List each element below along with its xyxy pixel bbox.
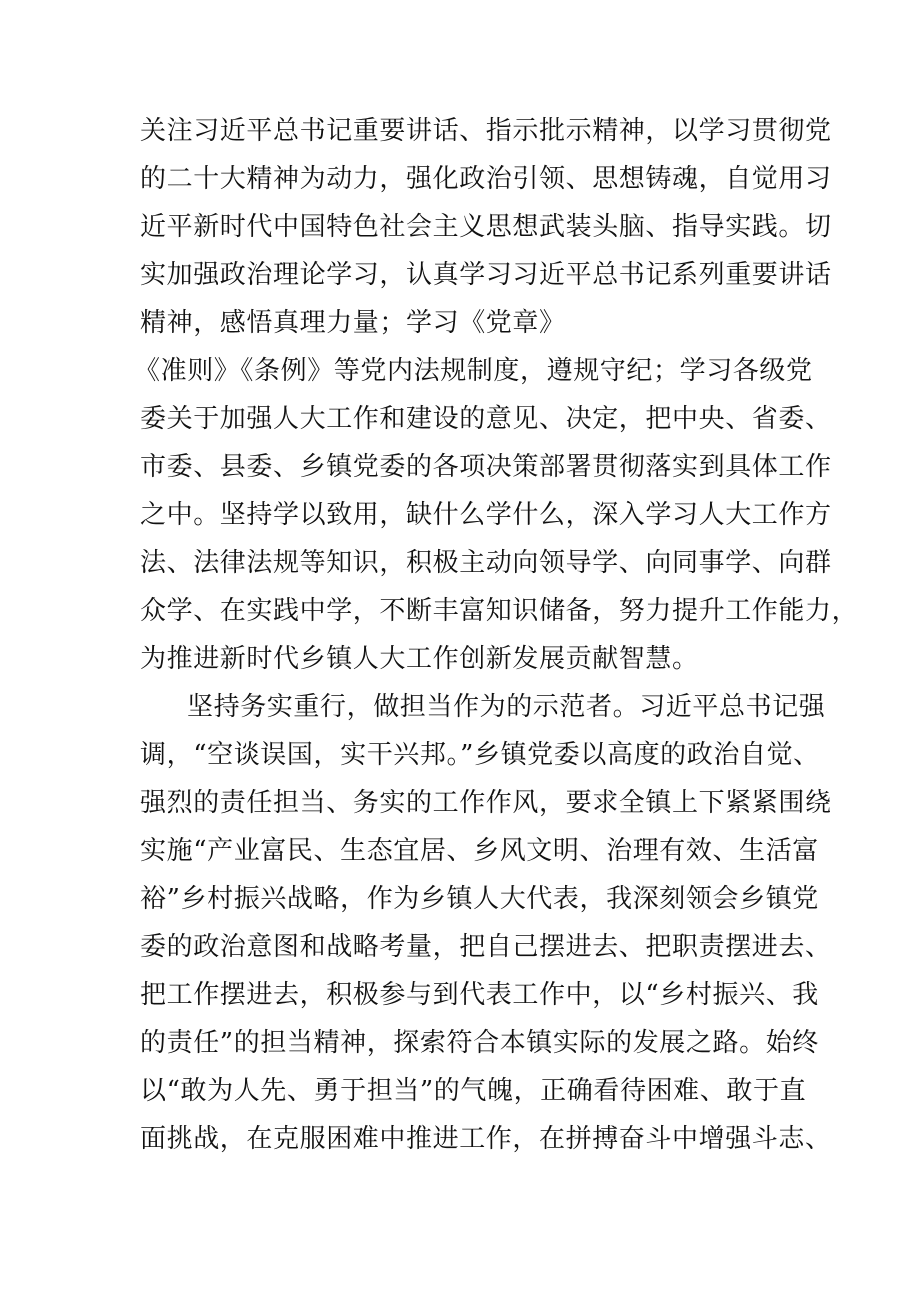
paragraph-start-line: 坚持务实重行，做担当作为的示范者。习近平总书记强 — [187, 692, 826, 722]
text-line: 法、法律法规等知识，积极主动向领导学、向同事学、向群 — [140, 548, 832, 578]
text-line: 市委、县委、乡镇党委的各项决策部署贯彻落实到具体工作 — [140, 452, 832, 482]
text-line: 的二十大精神为动力，强化政治引领、思想铸魂，自觉用习 — [140, 164, 832, 194]
text-line: 把工作摆进去，积极参与到代表工作中，以“乡村振兴、我 — [140, 980, 819, 1010]
text-line: 实施“产业富民、生态宜居、乡风文明、治理有效、生活富 — [140, 836, 819, 866]
text-line: 的责任”的担当精神，探索符合本镇实际的发展之路。始终 — [140, 1028, 819, 1058]
text-line: 关注习近平总书记重要讲话、指示批示精神，以学习贯彻党 — [140, 116, 832, 146]
text-line: 为推进新时代乡镇人大工作创新发展贡献智慧。 — [140, 644, 699, 674]
text-line: 裕”乡村振兴战略，作为乡镇人大代表，我深刻领会乡镇党 — [140, 884, 819, 914]
text-line: 精神，感悟真理力量；学习《党章》 — [140, 308, 566, 338]
text-line: 委关于加强人大工作和建设的意见、决定，把中央、省委、 — [140, 404, 832, 434]
text-line: 之中。坚持学以致用，缺什么学什么，深入学习人大工作方 — [140, 500, 832, 530]
text-line: 以“敢为人先、勇于担当”的气魄，正确看待困难、敢于直 — [140, 1076, 807, 1106]
text-line: 强烈的责任担当、务实的工作作风，要求全镇上下紧紧围绕 — [140, 788, 832, 818]
text-line: 近平新时代中国特色社会主义思想武装头脑、指导实践。切 — [140, 212, 832, 242]
text-line: 委的政治意图和战略考量，把自己摆进去、把职责摆进去、 — [140, 932, 832, 962]
text-line: 面挑战，在克服困难中推进工作，在拼搏奋斗中增强斗志、 — [140, 1124, 832, 1154]
text-line: 《准则》《条例》等党内法规制度，遵规守纪；学习各级党 — [134, 356, 813, 386]
text-line: 调，“空谈误国，实干兴邦。”乡镇党委以高度的政治自觉、 — [140, 740, 820, 770]
text-line: 众学、在实践中学，不断丰富知识储备，努力提升工作能力， — [140, 596, 859, 626]
text-line: 实加强政治理论学习，认真学习习近平总书记系列重要讲话 — [140, 260, 832, 290]
